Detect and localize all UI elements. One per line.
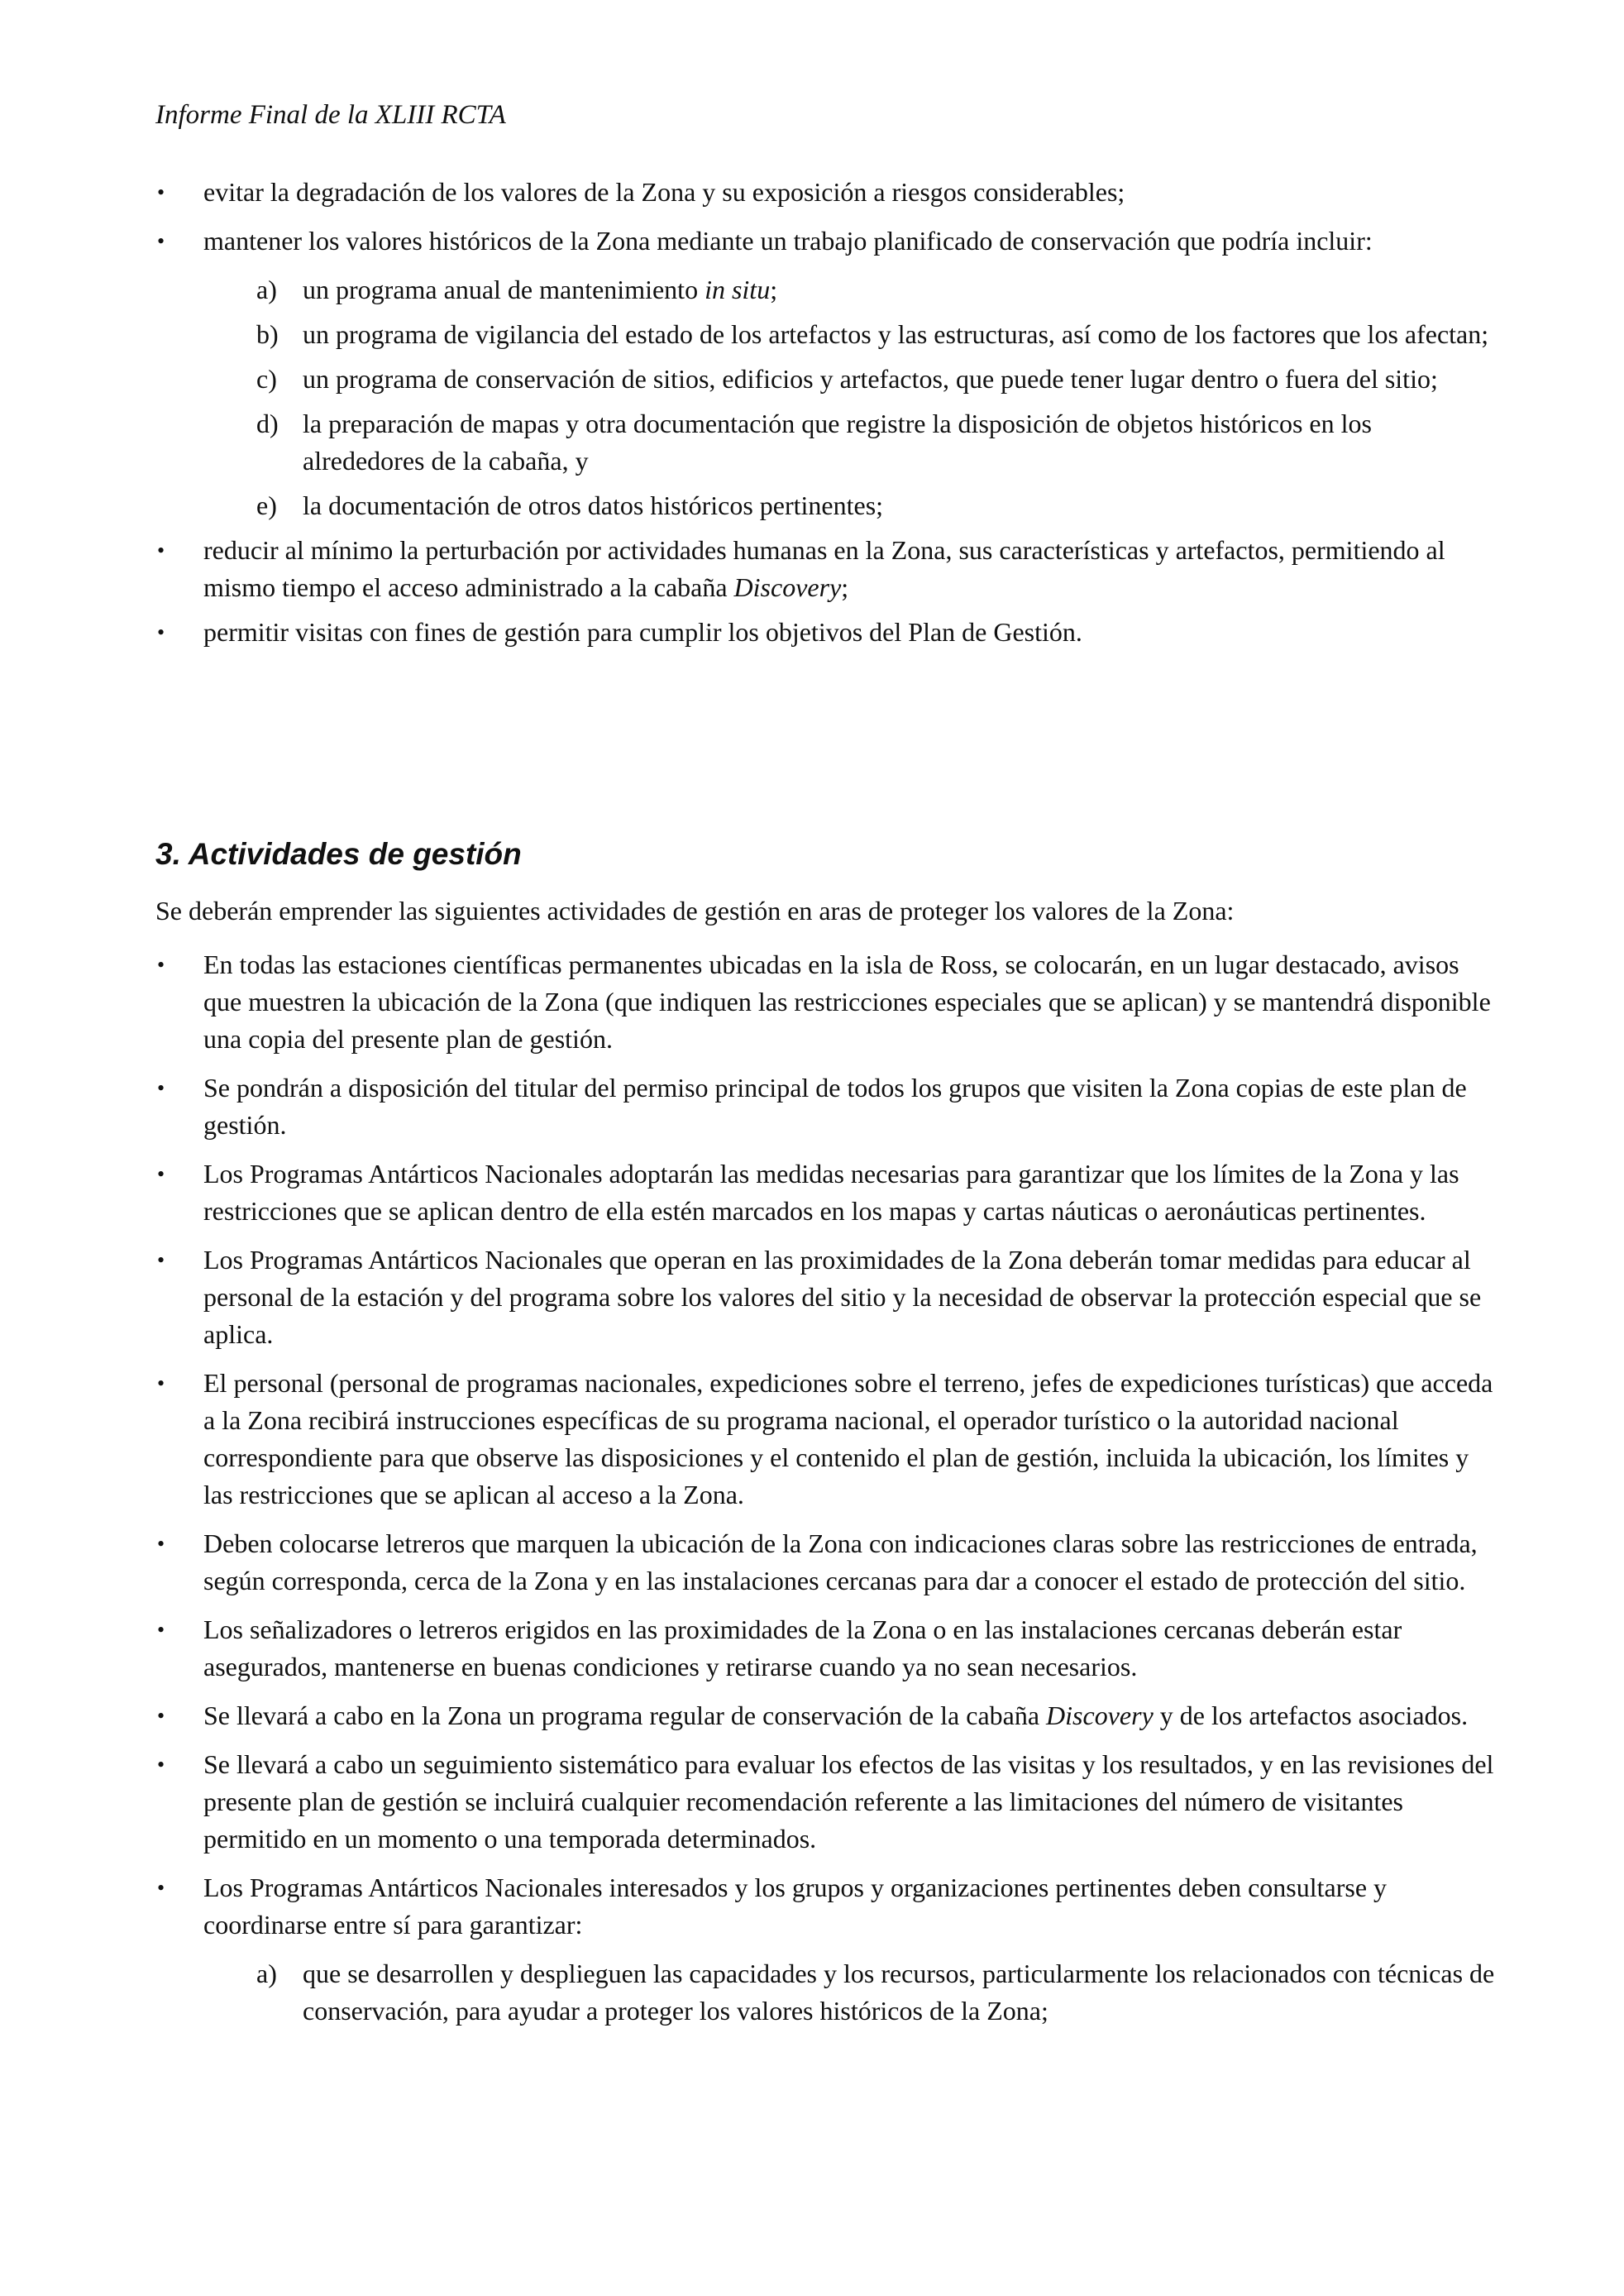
- sub-list-item: [155, 316, 1495, 353]
- list-item: [155, 174, 1495, 211]
- list-item: [155, 1155, 1495, 1230]
- bullet-icon: •: [157, 1704, 165, 1728]
- bullet-icon: •: [157, 953, 165, 977]
- item-text: Se llevará a cabo un seguimiento sistemático para evaluar los efectos de las visitas y los resultados, y en las revisiones del presente plan de gestión se incluirá cualquier recomendación referente a las limitaciones del número de visitantes permitido en un momento o una temporada determinados.: [203, 1749, 1494, 1854]
- sub-item-text: un programa anual de mantenimiento: [303, 275, 705, 304]
- sub-list-item: [155, 271, 1495, 309]
- sub-item-label: a): [256, 1959, 277, 1988]
- activities-list: [155, 946, 1495, 2030]
- sub-item-text: un programa de conservación de sitios, edificios y artefactos, que puede tener lugar dentro o fuera del sitio;: [303, 364, 1438, 394]
- sub-item-text-end: ;: [770, 275, 778, 304]
- list-item: [155, 1746, 1495, 1858]
- list-item: [155, 1697, 1495, 1734]
- item-text: Los Programas Antárticos Nacionales interesados y los grupos y organizaciones pertinentes deben consultarse y coordinarse entre sí para garantizar:: [203, 1873, 1388, 1940]
- bullet-icon: •: [157, 1532, 165, 1556]
- sub-item-label: b): [256, 319, 279, 349]
- sub-item-label: c): [256, 364, 277, 394]
- bullet-icon: •: [157, 1876, 165, 1900]
- bullet-icon: •: [157, 538, 165, 562]
- bullet-icon: •: [157, 1248, 165, 1272]
- list-item: [155, 1365, 1495, 1514]
- sub-item-label: a): [256, 275, 277, 304]
- objectives-list: [155, 174, 1495, 651]
- item-text: Los Programas Antárticos Nacionales adoptarán las medidas necesarias para garantizar que los límites de la Zona y las restricciones que se aplican dentro de ella estén marcados en los mapas y cartas náuticas o aeronáuticas pertinentes.: [203, 1159, 1459, 1226]
- list-item: [155, 1069, 1495, 1144]
- item-text: En todas las estaciones científicas permanentes ubicadas en la isla de Ross, se colocarán, en un lugar destacado, avisos que muestren la ubicación de la Zona (que indiquen las restricciones especiales que se aplican) y se mantendrá disponible una copia del presente plan de gestión.: [203, 949, 1491, 1054]
- item-text: Se llevará a cabo en la Zona un programa regular de conservación de la cabaña: [203, 1700, 1047, 1730]
- sub-list-item: [155, 1955, 1495, 2030]
- bullet-icon: •: [157, 1753, 165, 1777]
- item-text: evitar la degradación de los valores de la Zona y su exposición a riesgos considerables;: [203, 177, 1125, 207]
- item-text-end: y de los artefactos asociados.: [1153, 1700, 1469, 1730]
- list-item: [155, 946, 1495, 1058]
- section-heading: 3. Actividades de gestión: [155, 837, 522, 871]
- bullet-icon: •: [157, 1371, 165, 1395]
- list-item: [155, 532, 1495, 606]
- item-text-end: ;: [841, 572, 849, 602]
- sub-item-text: que se desarrollen y desplieguen las capacidades y los recursos, particularmente los relacionados con técnicas de conservación, para ayudar a proteger los valores históricos de la Zona;: [303, 1959, 1495, 2026]
- sub-item-label: e): [256, 490, 277, 520]
- item-text: El personal (personal de programas nacionales, expediciones sobre el terreno, jefes de expediciones turísticas) que acceda a la Zona recibirá instrucciones específicas de su programa nacional, el operador turístico o la autoridad nacional correspondiente para que observe las disposiciones y el contenido el plan de gestión, incluida la ubicación, los límites y las restricciones que se aplican al acceso a la Zona.: [203, 1368, 1493, 1509]
- bullet-icon: •: [157, 620, 165, 644]
- item-text: reducir al mínimo la perturbación por actividades humanas en la Zona, sus características y artefactos, permitiendo al mismo tiempo el acceso administrado a la cabaña: [203, 535, 1445, 602]
- list-item: [155, 614, 1495, 651]
- bullet-icon: •: [157, 1076, 165, 1100]
- sub-item-emphasis: in situ: [705, 275, 771, 304]
- sub-item-label: d): [256, 409, 279, 438]
- bullet-icon: •: [157, 229, 165, 253]
- list-item: [155, 1241, 1495, 1353]
- sub-item-text: la documentación de otros datos históricos pertinentes;: [303, 490, 884, 520]
- list-item: [155, 222, 1495, 260]
- item-text: Los señalizadores o letreros erigidos en las proximidades de la Zona o en las instalaciones cercanas deberán estar asegurados, mantenerse en buenas condiciones y retirarse cuando ya no sean necesarios.: [203, 1614, 1402, 1681]
- item-emphasis: Discovery: [1046, 1700, 1154, 1730]
- item-text: mantener los valores históricos de la Zona mediante un trabajo planificado de conservación que podría incluir:: [203, 226, 1373, 256]
- running-header: Informe Final de la XLIII RCTA: [155, 100, 506, 130]
- sub-item-text: la preparación de mapas y otra documentación que registre la disposición de objetos históricos en los alrededores de la cabaña, y: [303, 409, 1372, 476]
- bullet-icon: •: [157, 180, 165, 204]
- item-text: permitir visitas con fines de gestión para cumplir los objetivos del Plan de Gestión.: [203, 617, 1082, 647]
- item-text: Deben colocarse letreros que marquen la ubicación de la Zona con indicaciones claras sobre las restricciones de entrada, según corresponda, cerca de la Zona y en las instalaciones cercanas para dar a conocer el estado de protección del sitio.: [203, 1528, 1478, 1595]
- sub-list-item: [155, 361, 1495, 398]
- list-item: [155, 1525, 1495, 1600]
- sub-list-item: [155, 405, 1495, 480]
- sub-list-item: [155, 487, 1495, 524]
- item-text: Se pondrán a disposición del titular del permiso principal de todos los grupos que visiten la Zona copias de este plan de gestión.: [203, 1073, 1467, 1140]
- bullet-icon: •: [157, 1618, 165, 1642]
- bullet-icon: •: [157, 1162, 165, 1186]
- section-intro: Se deberán emprender las siguientes actividades de gestión en aras de proteger los valores de la Zona:: [155, 896, 1235, 926]
- sub-item-text: un programa de vigilancia del estado de los artefactos y las estructuras, así como de los factores que los afectan;: [303, 319, 1489, 349]
- list-item: [155, 1869, 1495, 1944]
- item-emphasis: Discovery: [733, 572, 842, 602]
- list-item: [155, 1611, 1495, 1686]
- item-text: Los Programas Antárticos Nacionales que operan en las proximidades de la Zona deberán tomar medidas para educar al personal de la estación y del programa sobre los valores del sitio y la necesidad de observar la protección especial que se aplica.: [203, 1245, 1482, 1349]
